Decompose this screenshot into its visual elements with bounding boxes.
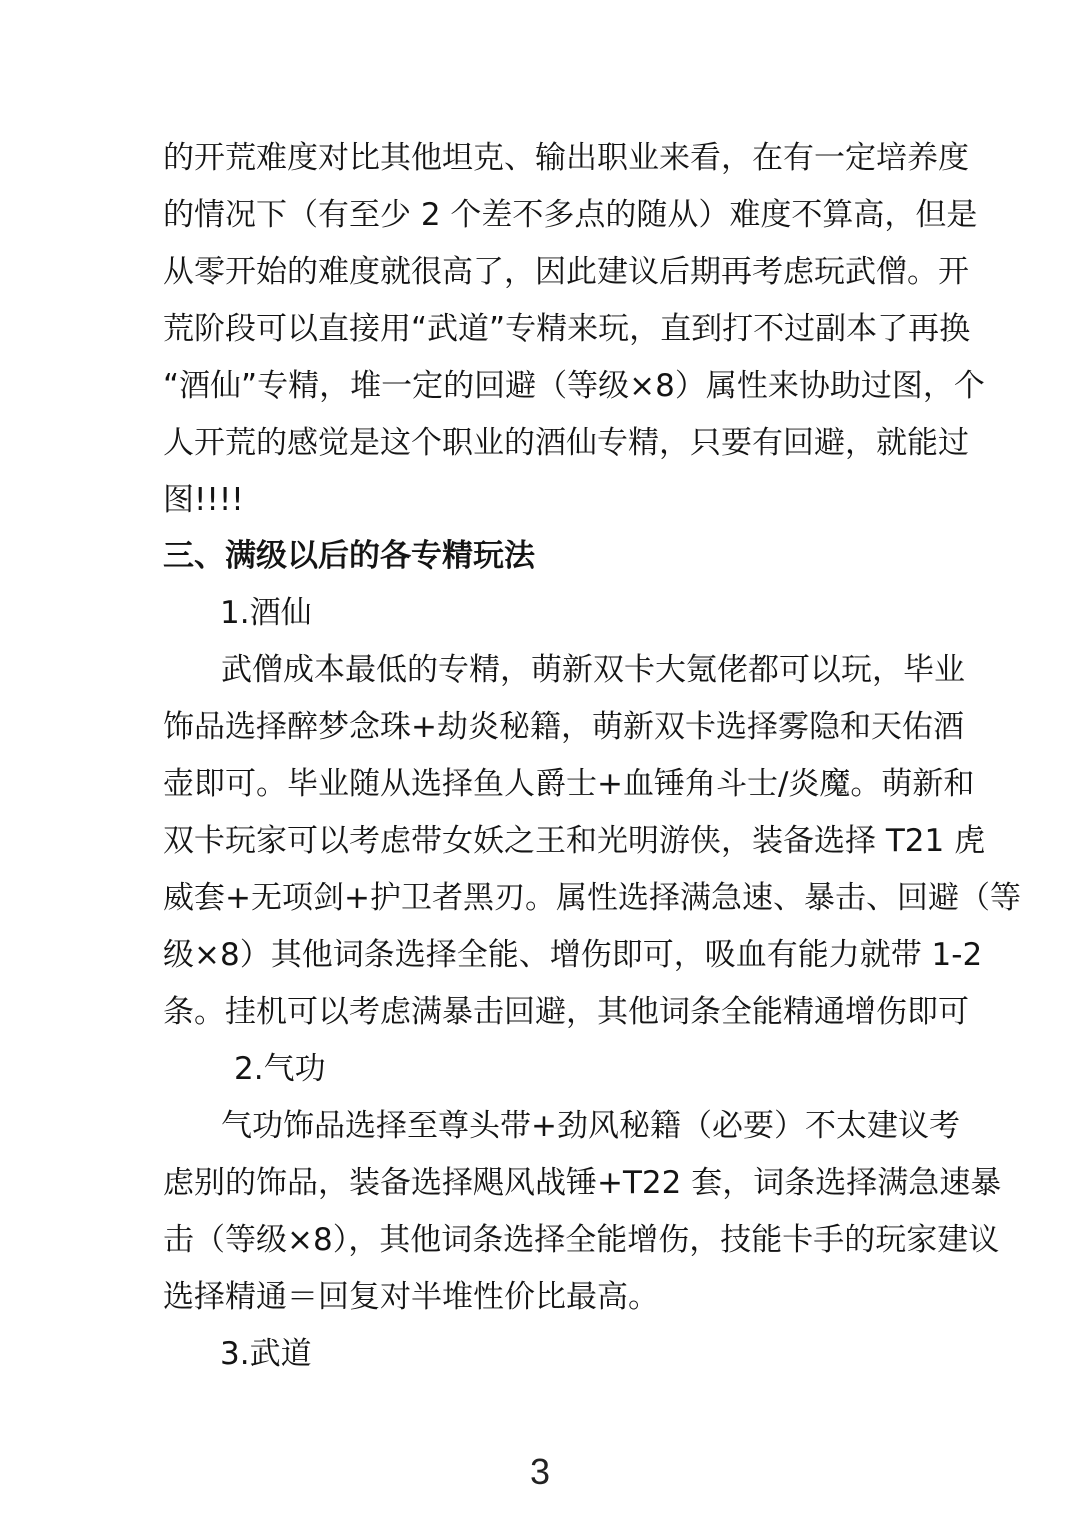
intro-line: 的情况下（有至少 2 个差不多点的随从）难度不算高，但是 bbox=[163, 197, 978, 233]
brewmaster-line: 威套+无项剑+护卫者黑刃。属性选择满急速、暴击、回避（等 bbox=[163, 880, 1021, 916]
section-heading: 三、满级以后的各专精玩法 bbox=[163, 538, 535, 574]
brewmaster-line: 双卡玩家可以考虑带女妖之王和光明游侠，装备选择 T21 虎 bbox=[163, 823, 986, 859]
qigong-line: 选择精通＝回复对半堆性价比最高。 bbox=[163, 1279, 659, 1315]
intro-line: 荒阶段可以直接用“武道”专精来玩，直到打不过副本了再换 bbox=[163, 311, 971, 347]
intro-line: 图!!!! bbox=[163, 482, 244, 518]
intro-line: 人开荒的感觉是这个职业的酒仙专精，只要有回避，就能过 bbox=[163, 425, 969, 461]
subsection-title-wudao: 3.武道 bbox=[220, 1336, 312, 1372]
brewmaster-line: 条。挂机可以考虑满暴击回避，其他词条全能精通增伤即可 bbox=[163, 994, 969, 1030]
qigong-line: 虑别的饰品，装备选择飓风战锤+T22 套，词条选择满急速暴 bbox=[163, 1165, 1002, 1201]
brewmaster-line: 饰品选择醉梦念珠+劫炎秘籍，萌新双卡选择雾隐和天佑酒 bbox=[163, 709, 964, 745]
brewmaster-line: 级×8）其他词条选择全能、增伤即可，吸血有能力就带 1-2 bbox=[163, 937, 983, 973]
brewmaster-line: 壶即可。毕业随从选择鱼人爵士+血锤角斗士/炎魔。萌新和 bbox=[163, 766, 975, 802]
qigong-line: 击（等级×8），其他词条选择全能增伤，技能卡手的玩家建议 bbox=[163, 1222, 1000, 1258]
intro-line: 从零开始的难度就很高了，因此建议后期再考虑玩武僧。开 bbox=[163, 254, 969, 290]
subsection-title-qigong: 2.气功 bbox=[234, 1051, 326, 1087]
subsection-title-brewmaster: 1.酒仙 bbox=[220, 595, 312, 631]
intro-line: “酒仙”专精，堆一定的回避（等级×8）属性来协助过图，个 bbox=[163, 368, 985, 404]
qigong-line: 气功饰品选择至尊头带+劲风秘籍（必要）不太建议考 bbox=[221, 1108, 960, 1144]
intro-line: 的开荒难度对比其他坦克、输出职业来看，在有一定培养度 bbox=[163, 140, 969, 176]
page-number: 3 bbox=[529, 1451, 551, 1492]
brewmaster-line: 武僧成本最低的专精，萌新双卡大氪佬都可以玩，毕业 bbox=[221, 652, 965, 688]
